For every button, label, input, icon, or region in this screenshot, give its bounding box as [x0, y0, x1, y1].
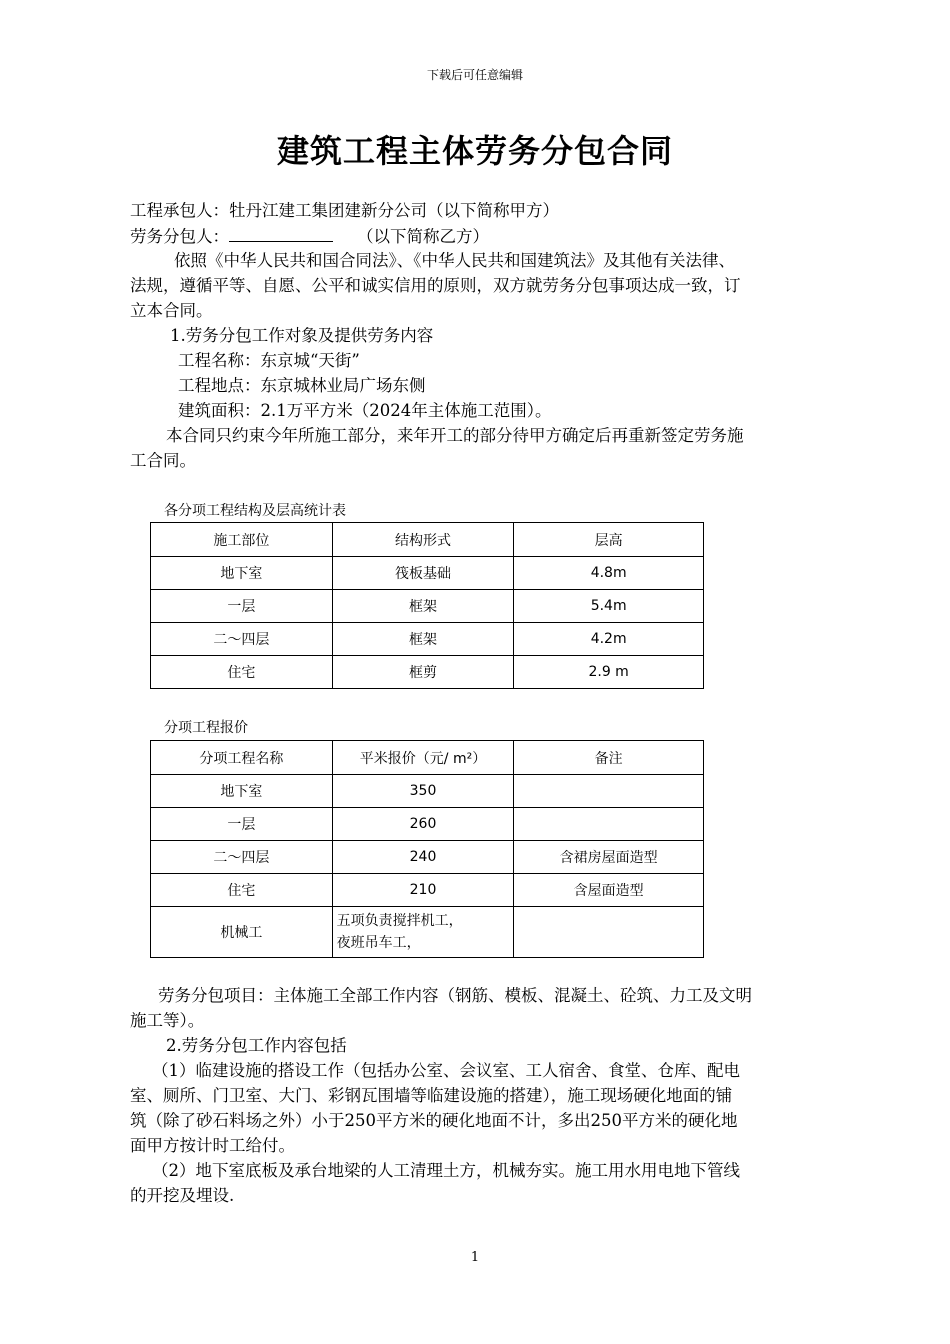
labor-items-paragraph	[130, 983, 848, 1208]
table-row	[151, 590, 704, 623]
table2-caption: 分项工程报价	[164, 720, 248, 736]
table1-caption: 各分项工程结构及层高统计表	[164, 503, 346, 519]
section1-heading: 1.劳务分包工作对象及提供劳务内容	[170, 326, 434, 345]
table-cell: 4.2m	[514, 623, 704, 656]
subcontractor-blank	[229, 223, 333, 242]
table-cell: 含屋面造型	[514, 874, 704, 907]
item2-line: （2）地下室底板及承台地梁的人工清理土方，机械夯实。施工用水用电地下管线	[152, 1161, 740, 1180]
table-cell: 框架	[332, 623, 514, 656]
table-cell: 机械工	[151, 907, 333, 958]
table-header-cell: 结构形式	[332, 523, 514, 557]
table-row	[151, 557, 704, 590]
table-header-cell: 分项工程名称	[151, 741, 333, 775]
table-cell	[514, 808, 704, 841]
table-cell: 一层	[151, 808, 333, 841]
table-cell: 二～四层	[151, 841, 333, 874]
intro-line: 依照《中华人民共和国合同法》、《中华人民共和国建筑法》及其他有关法律、	[174, 251, 735, 270]
contractor-line: 工程承包人：牡丹江建工集团建新分公司（以下简称甲方）	[130, 201, 559, 220]
price-table	[150, 740, 704, 958]
table-row	[151, 874, 704, 907]
table-cell-multiline	[332, 907, 514, 958]
table-cell: 4.8m	[514, 557, 704, 590]
table-header-row	[151, 741, 704, 775]
table-cell: 2.9 m	[514, 656, 704, 689]
table-cell: 住宅	[151, 656, 333, 689]
table-row	[151, 907, 704, 958]
item2-line: 的开挖及埋设.	[130, 1186, 235, 1205]
table-header-cell: 施工部位	[151, 523, 333, 557]
subcontractor-suffix: （以下简称乙方）	[357, 227, 489, 246]
section2-heading: 2.劳务分包工作内容包括	[166, 1036, 347, 1055]
table-cell: 210	[332, 874, 514, 907]
intro-line: 立本合同。	[130, 301, 213, 320]
project-location: 工程地点：东京城林业局广场东侧	[178, 376, 426, 395]
table-cell: 住宅	[151, 874, 333, 907]
table-row	[151, 775, 704, 808]
table-row	[151, 808, 704, 841]
structure-table	[150, 522, 704, 689]
project-name: 工程名称：东京城“天街”	[178, 351, 360, 370]
table-row	[151, 623, 704, 656]
table-header-cell: 层高	[514, 523, 704, 557]
labor-items-line: 施工等）。	[130, 1011, 205, 1030]
table-cell: 二～四层	[151, 623, 333, 656]
item1-line: 筑（除了砂石料场之外）小于250平方米的硬化地面不计，多出250平方米的硬化地	[130, 1111, 738, 1130]
table-cell: 含裙房屋面造型	[514, 841, 704, 874]
labor-items-line: 劳务分包项目：主体施工全部工作内容（钢筋、模板、混凝土、砼筑、力工及文明	[158, 986, 752, 1005]
table-row	[151, 656, 704, 689]
contract-intro	[130, 198, 848, 473]
table-cell: 框剪	[332, 656, 514, 689]
document-title: 建筑工程主体劳务分包合同	[276, 132, 673, 170]
table-row	[151, 841, 704, 874]
scope-line: 本合同只约束今年所施工部分，来年开工的部分待甲方确定后再重新签定劳务施	[166, 426, 744, 445]
table-cell: 框架	[332, 590, 514, 623]
header-note: 下载后可任意编辑	[426, 68, 523, 82]
table-cell: 240	[332, 841, 514, 874]
table-cell: 地下室	[151, 775, 333, 808]
subcontractor-line	[130, 223, 848, 248]
table-cell	[514, 907, 704, 958]
cell-line: 夜班吊车工，	[336, 935, 421, 951]
table-cell: 地下室	[151, 557, 333, 590]
item1-line: 面甲方按计时工给付。	[130, 1136, 295, 1155]
table-cell: 350	[332, 775, 514, 808]
table-cell: 260	[332, 808, 514, 841]
table-header-cell: 备注	[514, 741, 704, 775]
building-area: 建筑面积：2.1万平方米（2024年主体施工范围）。	[178, 401, 552, 420]
scope-line: 工合同。	[130, 451, 196, 470]
item1-line: 室、厕所、门卫室、大门、彩钢瓦围墙等临建设施的搭建），施工现场硬化地面的铺	[130, 1086, 733, 1105]
page-number: 1	[470, 1250, 480, 1265]
table-header-cell: 平米报价（元/ m²）	[332, 741, 514, 775]
intro-line: 法规，遵循平等、自愿、公平和诚实信用的原则，双方就劳务分包事项达成一致，订	[130, 276, 741, 295]
subcontractor-label: 劳务分包人：	[130, 227, 229, 246]
table-cell: 筏板基础	[332, 557, 514, 590]
item1-line: （1）临建设施的搭设工作（包括办公室、会议室、工人宿舍、食堂、仓库、配电	[152, 1061, 740, 1080]
table-cell	[514, 775, 704, 808]
table-header-row	[151, 523, 704, 557]
cell-line: 五项负责搅拌机工，	[336, 913, 463, 929]
table-cell: 5.4m	[514, 590, 704, 623]
table-cell: 一层	[151, 590, 333, 623]
